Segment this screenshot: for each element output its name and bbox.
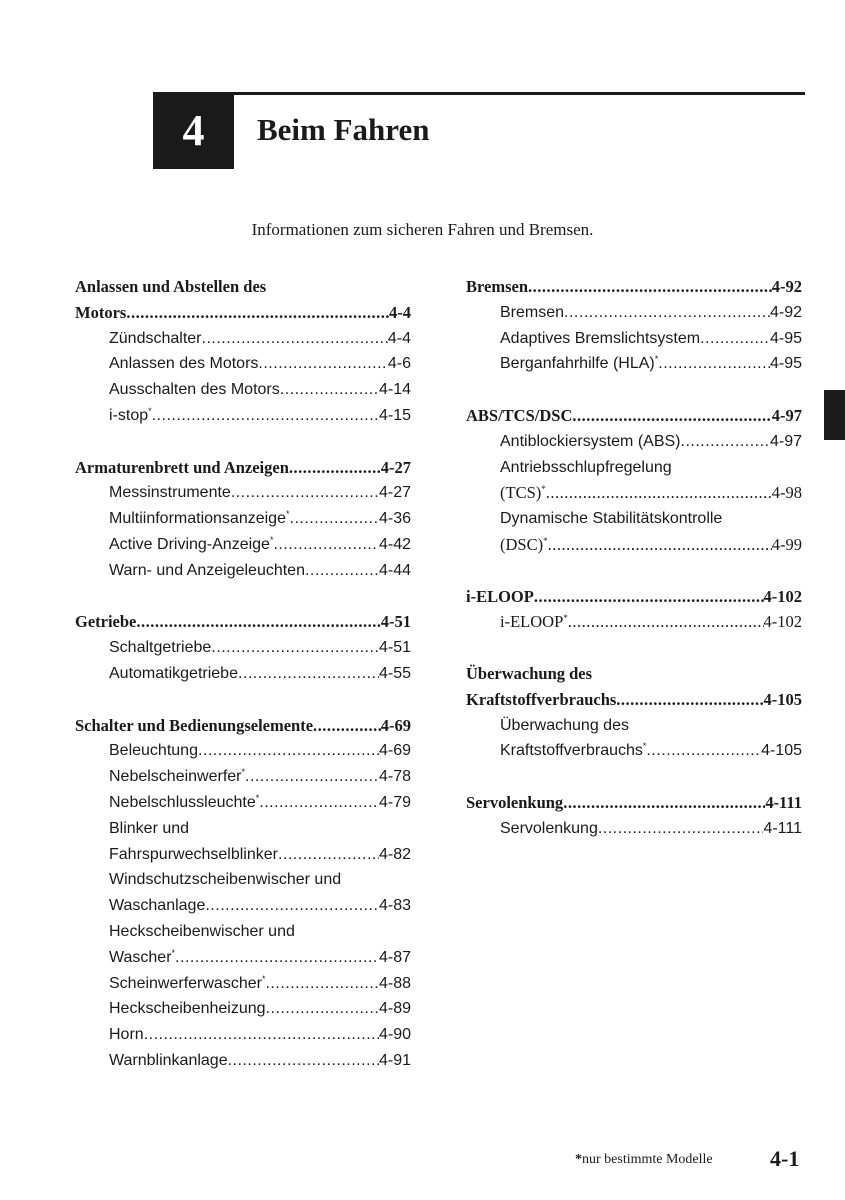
toc-entry-text: Antriebsschlupfregelung	[500, 458, 672, 476]
toc-leader-dots	[202, 326, 388, 352]
toc-right-column	[466, 274, 802, 842]
footnote-star-marker: *	[543, 535, 548, 546]
chapter-number-box	[153, 92, 234, 169]
toc-leader-dots	[700, 326, 770, 352]
footnote-star-marker: *	[241, 767, 246, 778]
toc-page-number: 4-36	[378, 510, 411, 528]
toc-leader-dots	[265, 971, 379, 997]
toc-entry-label	[500, 609, 568, 635]
toc-leader-dots	[175, 945, 379, 971]
toc-left-column	[75, 274, 411, 1074]
toc-leader-dots	[245, 764, 379, 790]
toc-section-heading[interactable]	[75, 300, 411, 326]
toc-section-title[interactable]	[466, 661, 802, 687]
toc-entry-label	[500, 738, 646, 764]
chapter-top-rule	[153, 92, 805, 95]
toc-page-number: 4-102	[763, 586, 802, 606]
toc-leader-dots	[289, 455, 381, 481]
toc-entry-label-text: Warnblinkanlage	[109, 1051, 228, 1069]
toc-entry-line[interactable]	[466, 455, 802, 481]
toc-page-number: 4-105	[763, 689, 802, 709]
toc-entry-label-text: Active Driving-Anzeige	[109, 535, 270, 553]
toc-entry-label	[75, 713, 313, 739]
toc-entry-label	[500, 480, 546, 506]
toc-entry[interactable]	[75, 661, 411, 687]
footnote-star-marker: *	[285, 509, 290, 520]
toc-entry-text: Blinker und	[109, 819, 190, 837]
toc-gap	[75, 584, 411, 610]
toc-entry[interactable]	[75, 326, 411, 352]
toc-entry-label	[500, 429, 681, 455]
toc-page-number: 4-97	[769, 432, 802, 450]
toc-entry[interactable]	[75, 1022, 411, 1048]
toc-entry-label-text: Waschanlage	[109, 897, 206, 915]
toc-page-number: 4-51	[378, 639, 411, 657]
footnote-star-marker: *	[563, 613, 568, 624]
toc-leader-dots	[546, 480, 772, 506]
toc-entry[interactable]	[75, 635, 411, 661]
toc-leader-dots	[548, 532, 772, 558]
toc-gap	[466, 377, 802, 403]
toc-gap	[75, 687, 411, 713]
toc-entry[interactable]	[466, 609, 802, 635]
toc-leader-dots	[528, 274, 772, 300]
footnote	[575, 1152, 713, 1168]
toc-entry-label	[466, 584, 534, 610]
toc-entry-label	[500, 300, 564, 326]
toc-entry-label	[466, 687, 616, 713]
toc-entry-label-text: Servolenkung	[466, 792, 564, 812]
toc-entry-line[interactable]	[75, 867, 411, 893]
toc-entry[interactable]	[466, 738, 802, 764]
toc-leader-dots	[616, 687, 763, 713]
toc-entry[interactable]	[75, 893, 411, 919]
toc-page-number: 4-92	[769, 303, 802, 321]
toc-section-title-text: Überwachung des	[466, 663, 593, 683]
toc-leader-dots	[211, 635, 379, 661]
toc-entry-label-text: i-stop	[109, 406, 149, 424]
toc-entry[interactable]	[75, 842, 411, 868]
toc-leader-dots	[144, 1022, 379, 1048]
toc-page-number: 4-69	[380, 715, 411, 735]
chapter-side-tab	[824, 390, 845, 440]
toc-section-heading[interactable]	[466, 584, 802, 610]
toc-entry-label-text: Nebelscheinwerfer	[109, 768, 242, 786]
toc-entry-text: Überwachung des	[500, 716, 629, 734]
toc-entry-label-text: Multiinformationsanzeige	[109, 510, 286, 528]
toc-page-number: 4-87	[378, 948, 411, 966]
toc-entry-label-text: Messinstrumente	[109, 484, 231, 502]
toc-page-number: 4-92	[771, 277, 802, 296]
toc-entry-label-text: Zündschalter	[109, 329, 202, 347]
toc-entry-label-text: Fahrspurwechselblinker	[109, 845, 278, 863]
toc-entry-label	[109, 403, 152, 429]
toc-entry[interactable]	[75, 945, 411, 971]
toc-entry-label	[109, 1022, 144, 1048]
toc-page-number: 4-14	[378, 381, 411, 399]
toc-section-title[interactable]	[75, 274, 411, 300]
toc-page-number: 4-6	[387, 355, 411, 373]
toc-page-number: 4-44	[378, 561, 411, 579]
toc-entry-label	[500, 816, 598, 842]
toc-page-number: 4-88	[378, 974, 411, 992]
footnote-star: *	[575, 1152, 582, 1167]
toc-leader-dots	[259, 790, 379, 816]
toc-leader-dots	[280, 377, 379, 403]
toc-leader-dots	[568, 609, 764, 635]
toc-entry[interactable]	[75, 403, 411, 429]
toc-entry-label	[75, 455, 289, 481]
toc-leader-dots	[564, 300, 770, 326]
toc-leader-dots	[198, 738, 379, 764]
toc-entry-label-text: Warn- und Anzeigeleuchten	[109, 561, 305, 579]
toc-section-heading[interactable]	[75, 713, 411, 739]
toc-entry-label-text: Wascher	[109, 948, 172, 966]
toc-page-number: 4-95	[769, 355, 802, 373]
toc-entry-label	[466, 274, 528, 300]
toc-entry-label	[75, 609, 136, 635]
toc-entry[interactable]	[75, 971, 411, 997]
toc-entry-label	[75, 300, 126, 326]
toc-entry[interactable]	[75, 558, 411, 584]
toc-page-number: 4-89	[378, 1000, 411, 1018]
toc-entry-line[interactable]	[75, 919, 411, 945]
toc-page-number: 4-102	[763, 612, 802, 632]
toc-section-title-text: Anlassen und Abstellen des	[75, 277, 267, 296]
toc-entry-label-text: Servolenkung	[500, 819, 598, 837]
toc-entry-label-text: Anlassen des Motors	[109, 355, 259, 373]
toc-entry-label	[109, 971, 265, 997]
toc-entry[interactable]	[75, 764, 411, 790]
toc-leader-dots	[231, 480, 379, 506]
toc-page-number: 4-69	[378, 742, 411, 760]
toc-leader-dots	[534, 584, 764, 610]
toc-entry-line[interactable]	[75, 816, 411, 842]
toc-page-number: 4-15	[378, 406, 411, 424]
toc-leader-dots	[572, 403, 771, 429]
toc-entry-label	[109, 532, 273, 558]
toc-entry[interactable]	[75, 738, 411, 764]
toc-leader-dots	[563, 790, 765, 816]
toc-page-number: 4-111	[763, 819, 802, 837]
toc-entry[interactable]	[75, 790, 411, 816]
footnote-star-marker: *	[261, 973, 266, 984]
toc-entry-label	[109, 738, 198, 764]
toc-page-number: 4-91	[378, 1051, 411, 1069]
toc-entry[interactable]	[75, 377, 411, 403]
footnote-star-marker: *	[654, 354, 659, 365]
toc-entry-label-text: i-ELOOP	[500, 612, 564, 632]
toc-entry-text: Dynamische Stabilitätskontrolle	[500, 510, 723, 528]
toc-entry-label-text: Ausschalten des Motors	[109, 381, 280, 399]
chapter-intro: Informationen zum sicheren Fahren und Bremsen.	[251, 220, 594, 239]
toc-entry-label-text: Heckscheibenheizung	[109, 1000, 266, 1018]
toc-entry[interactable]	[75, 1048, 411, 1074]
toc-leader-dots	[658, 351, 770, 377]
toc-entry-label	[500, 532, 548, 558]
toc-entry-label	[109, 764, 245, 790]
toc-leader-dots	[205, 893, 379, 919]
toc-entry-label	[109, 506, 290, 532]
toc-page-number: 4-90	[378, 1026, 411, 1044]
toc-entry-label-text: Schaltgetriebe	[109, 639, 212, 657]
footnote-text: nur bestimmte Modelle	[582, 1152, 713, 1167]
toc-entry-label	[466, 790, 563, 816]
toc-page-number: 4-111	[765, 792, 802, 812]
toc-section-heading[interactable]	[466, 687, 802, 713]
toc-page-number: 4-82	[378, 845, 411, 863]
footnote-star-marker: *	[148, 405, 152, 416]
toc-entry-label-text: Antiblockiersystem (ABS)	[500, 432, 681, 450]
toc-entry-label	[500, 351, 658, 377]
toc-leader-dots	[152, 403, 379, 429]
toc-page-number: 4-98	[771, 483, 802, 503]
toc-entry-line[interactable]	[466, 713, 802, 739]
toc-page-number: 4-4	[389, 302, 411, 322]
toc-leader-dots	[681, 429, 770, 455]
toc-section-heading[interactable]	[466, 790, 802, 816]
toc-section-heading[interactable]	[75, 455, 411, 481]
toc-leader-dots	[238, 661, 379, 687]
toc-entry-label-text: ABS/TCS/DSC	[466, 405, 573, 425]
toc-entry[interactable]	[466, 816, 802, 842]
toc-entry-label	[109, 635, 211, 661]
toc-entry[interactable]	[466, 429, 802, 455]
toc-entry-label	[109, 351, 258, 377]
toc-leader-dots	[126, 300, 389, 326]
chapter-title: Beim Fahren	[257, 112, 430, 147]
footnote-star-marker: *	[642, 741, 647, 752]
toc-entry-label-text: Armaturenbrett und Anzeigen	[75, 457, 289, 477]
toc-page-number: 4-42	[378, 535, 411, 553]
toc-page-number: 4-51	[380, 612, 411, 632]
toc-entry-label	[109, 480, 231, 506]
toc-entry-label-text: Horn	[109, 1026, 144, 1044]
toc-entry-label-text: (DSC)	[500, 534, 544, 554]
toc-leader-dots	[598, 816, 764, 842]
toc-leader-dots	[258, 351, 387, 377]
toc-entry[interactable]	[466, 300, 802, 326]
toc-entry-label	[466, 403, 572, 429]
toc-entry-label	[109, 790, 259, 816]
toc-entry-label-text: Kraftstoffverbrauchs	[466, 689, 617, 709]
toc-entry-label-text: i-ELOOP	[466, 586, 534, 606]
toc-entry-label-text: Schalter und Bedienungselemente	[75, 715, 314, 735]
toc-section-heading[interactable]	[466, 403, 802, 429]
page-number: 4-1	[770, 1146, 800, 1171]
toc-section-heading[interactable]	[75, 609, 411, 635]
toc-entry-label-text: Adaptives Bremslichtsystem	[500, 329, 701, 347]
toc-gap	[75, 429, 411, 455]
toc-entry-label-text: Getriebe	[75, 612, 137, 632]
toc-section-heading[interactable]	[466, 274, 802, 300]
toc-leader-dots	[290, 506, 379, 532]
toc-entry[interactable]	[75, 351, 411, 377]
toc-entry-label-text: Berganfahrhilfe (HLA)	[500, 355, 655, 373]
footnote-star-marker: *	[171, 947, 176, 958]
footnote-star-marker: *	[269, 534, 274, 545]
toc-entry-label	[500, 326, 700, 352]
chapter-number: 4	[182, 106, 205, 155]
toc-leader-dots	[228, 1048, 379, 1074]
toc-page-number: 4-27	[380, 457, 411, 477]
toc-entry-label-text: Bremsen	[466, 277, 529, 296]
toc-entry-label	[109, 893, 205, 919]
toc-entry[interactable]	[75, 996, 411, 1022]
toc-entry-text: Heckscheibenwischer und	[109, 922, 295, 940]
toc-page-number: 4-83	[378, 897, 411, 915]
toc-entry-label	[109, 842, 278, 868]
toc-entry[interactable]	[466, 326, 802, 352]
toc-page-number: 4-105	[761, 742, 802, 760]
toc-entry-label	[109, 996, 266, 1022]
toc-entry-label-text: Nebelschlussleuchte	[109, 793, 256, 811]
toc-page-number: 4-99	[771, 534, 802, 554]
footnote-star-marker: *	[541, 484, 546, 495]
toc-entry[interactable]	[75, 532, 411, 558]
toc-entry-label-text: Bremsen	[500, 303, 565, 321]
toc-entry-label-text: Automatikgetriebe	[109, 664, 238, 682]
toc-gap	[466, 764, 802, 790]
toc-leader-dots	[646, 738, 761, 764]
toc-leader-dots	[273, 532, 379, 558]
toc-leader-dots	[278, 842, 379, 868]
toc-page-number: 4-78	[378, 768, 411, 786]
toc-gap	[466, 558, 802, 584]
toc-page-number: 4-4	[387, 329, 411, 347]
toc-leader-dots	[313, 713, 381, 739]
toc-entry-label	[109, 945, 175, 971]
toc-entry[interactable]	[75, 506, 411, 532]
toc-page-number: 4-97	[771, 405, 802, 425]
toc-entry-label	[109, 377, 280, 403]
toc-entry-label-text: (TCS)	[500, 483, 542, 503]
toc-page-number: 4-27	[378, 484, 411, 502]
toc-entry-label-text: Kraftstoffverbrauchs	[500, 742, 643, 760]
toc-entry[interactable]	[466, 532, 802, 558]
toc-page-number: 4-95	[769, 329, 802, 347]
footnote-star-marker: *	[255, 792, 260, 803]
toc-leader-dots	[305, 558, 379, 584]
toc-entry-label-text: Beleuchtung	[109, 742, 198, 760]
toc-entry-label	[109, 326, 202, 352]
toc-entry[interactable]	[466, 480, 802, 506]
toc-leader-dots	[266, 996, 379, 1022]
toc-entry[interactable]	[75, 480, 411, 506]
toc-entry-label-text: Scheinwerferwascher	[109, 974, 262, 992]
toc-entry-text: Windschutzscheibenwischer und	[109, 871, 342, 889]
toc-entry-label-text: Motors	[75, 302, 127, 322]
toc-entry-line[interactable]	[466, 506, 802, 532]
toc-leader-dots	[136, 609, 380, 635]
toc-gap	[466, 635, 802, 661]
toc-entry[interactable]	[466, 351, 802, 377]
toc-entry-label	[109, 661, 238, 687]
toc-page-number: 4-55	[378, 664, 411, 682]
toc-entry-label	[109, 558, 305, 584]
toc-page-number: 4-79	[378, 793, 411, 811]
toc-entry-label	[109, 1048, 228, 1074]
